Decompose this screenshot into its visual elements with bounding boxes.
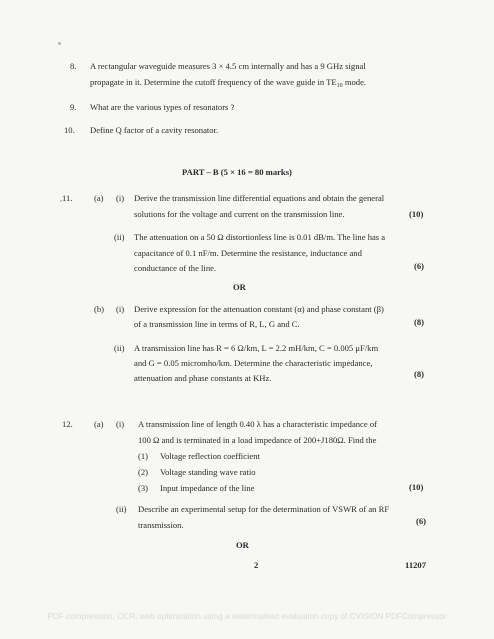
q11a-i-line1: Derive the transmission line differential equations and obtain the general <box>134 193 385 203</box>
q12a-i-item-text: Input impedance of the line <box>160 483 255 493</box>
q8-line1: A rectangular waveguide measures 3 × 4.5 cm internally and has a 9 GHz signal <box>90 61 366 71</box>
q11-or: OR <box>233 282 246 292</box>
q10-text: Define Q factor of a cavity resonator. <box>90 125 219 135</box>
q12a-i-item-text: Voltage standing wave ratio <box>160 467 256 477</box>
q11b-i-marks: (8) <box>414 317 425 327</box>
q12a-i-item-num: (1) <box>138 451 149 461</box>
q12a-i-label: (i) <box>116 419 125 429</box>
q11b-label: (b) <box>94 304 105 314</box>
q12a-i-line2: 100 Ω and is terminated in a load impedance of 200+J180Ω. Find the <box>138 435 377 445</box>
q12-number: 12. <box>62 419 73 429</box>
q12a-i-marks: (10) <box>409 482 424 492</box>
q12a-i-item-num: (3) <box>138 483 149 493</box>
q11a-i-marks: (10) <box>409 209 424 219</box>
watermark-text: PDF compression, OCR, web optimization using a watermarked evaluation copy of CVISION PDFCompressor <box>47 612 447 621</box>
q11a-ii-marks: (6) <box>414 261 425 271</box>
q12a-i-line1: A transmission line of length 0.40 λ has a characteristic impedance of <box>138 419 377 429</box>
q12a-label: (a) <box>94 419 104 429</box>
part-b-heading: PART – B (5 × 16 = 80 marks) <box>182 167 292 177</box>
q12a-ii-line1: Describe an experimental setup for the determination of VSWR of an RF <box>138 504 390 514</box>
scan-speck <box>58 42 61 45</box>
q12a-i-item-num: (2) <box>138 467 149 477</box>
q12a-i-item-text: Voltage reflection coefficient <box>160 451 260 461</box>
q8-line2: propagate in it. Determine the cutoff frequency of the wave guide in $TE_{10}$ mode. <box>90 77 367 89</box>
q11b-ii-line1: A transmission line has R = 6 Ω/km, L = 2.2 mH/km, C = 0.005 μF/km <box>134 343 379 353</box>
q11a-ii-label: (ii) <box>114 232 125 242</box>
q11b-i-line2: of a transmission line in terms of R, L, G and C. <box>134 319 300 329</box>
q11b-i-line1: Derive expression for the attenuation constant (α) and phase constant (β) <box>134 304 384 314</box>
q12a-ii-label: (ii) <box>116 504 127 514</box>
q10-number: 10. <box>64 125 75 135</box>
q8-number: 8. <box>70 61 77 71</box>
q11b-i-label: (i) <box>116 304 125 314</box>
q11b-ii-label: (ii) <box>114 343 125 353</box>
q12-or: OR <box>236 540 249 550</box>
q11-number: 11. <box>62 193 73 203</box>
q9-text: What are the various types of resonators ? <box>90 102 235 112</box>
exam-code: 11207 <box>405 560 427 570</box>
q11a-i-line2: solutions for the voltage and current on the transmission line. <box>134 209 345 219</box>
q11a-ii-line1: The attenuation on a 50 Ω distortionless line is 0.01 dB/m. The line has a <box>134 232 386 242</box>
q9-number: 9. <box>70 102 77 112</box>
q11b-ii-line2: and G = 0.05 micromho/km. Determine the characteristic impedance, <box>134 358 373 368</box>
q11a-i-label: (i) <box>116 193 125 203</box>
page-number: 2 <box>254 560 259 570</box>
q11a-ii-line2: capacitance of 0.1 nF/m. Determine the resistance, inductance and <box>134 248 362 258</box>
q11a-ii-line3: conductance of the line. <box>134 263 217 273</box>
q12a-ii-line2: transmission. <box>138 520 184 530</box>
q11b-ii-line3: attenuation and phase constants at KHz. <box>134 373 272 383</box>
q11b-ii-marks: (8) <box>414 369 425 379</box>
q11a-label: (a) <box>94 193 104 203</box>
q12a-ii-marks: (6) <box>416 516 427 526</box>
